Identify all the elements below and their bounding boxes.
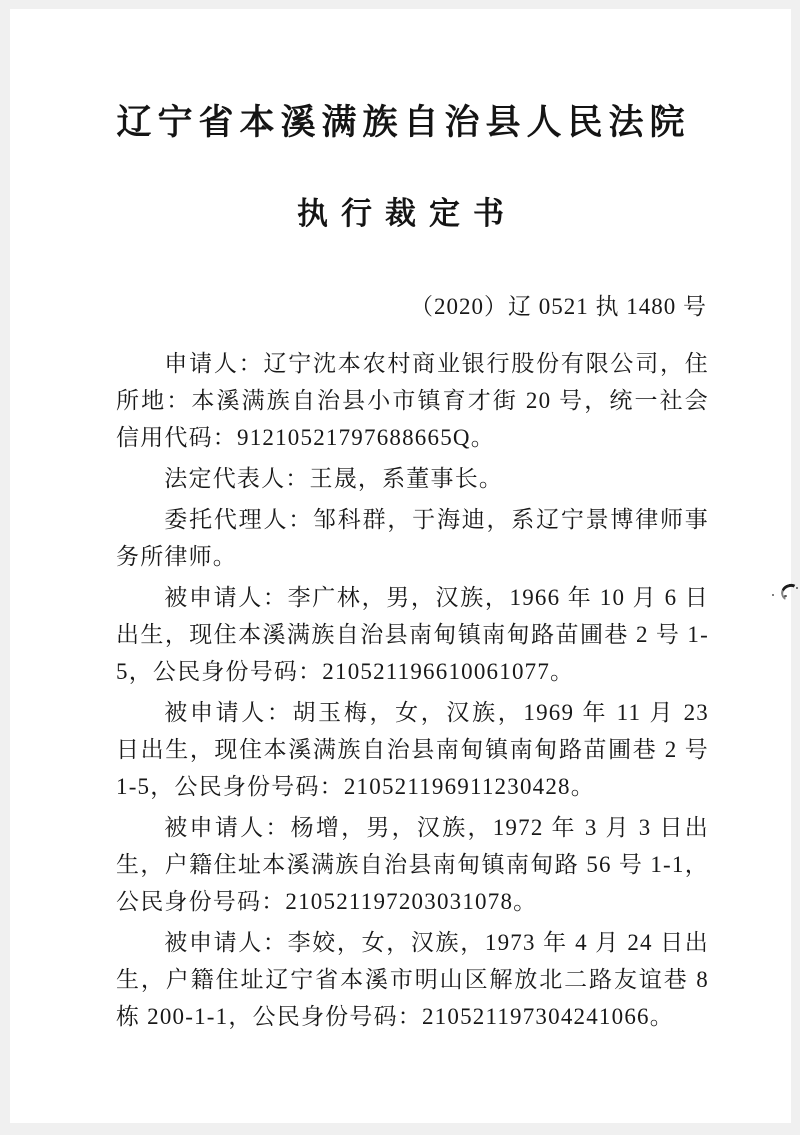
paragraph-attorneys: 委托代理人：邹科群，于海迪，系辽宁景博律师事务所律师。 bbox=[116, 507, 709, 569]
smudge-crescent-mark bbox=[779, 581, 800, 603]
paragraph-legal-representative: 法定代表人：王晟，系董事长。 bbox=[164, 466, 504, 491]
smudge-speck bbox=[784, 595, 787, 597]
court-name: 辽宁省本溪满族自治县人民法院 bbox=[116, 103, 691, 142]
paragraph-respondent-1: 被申请人：李广林，男，汉族，1966 年 10 月 6 日出生，现住本溪满族自治县南甸镇南甸路苗圃巷 2 号 1-5，公民身份号码：210521196610061077。 bbox=[116, 585, 709, 684]
ink-smudge-artifact bbox=[772, 579, 798, 605]
document-title: 执行裁定书 bbox=[297, 196, 517, 231]
paragraph-respondent-2: 被申请人：胡玉梅，女，汉族，1969 年 11 月 23 日出生，现住本溪满族自治县南甸镇南甸路苗圃巷 2 号 1-5，公民身份号码：210521196911230428。 bbox=[116, 700, 709, 799]
document-page bbox=[10, 9, 791, 1123]
paragraph-respondent-4: 被申请人：李姣，女，汉族，1973 年 4 月 24 日出生，户籍住址辽宁省本溪市明山区解放北二路友谊巷 8 栋 200-1-1，公民身份号码：210521197304241066。 bbox=[116, 930, 709, 1029]
smudge-speck bbox=[772, 594, 774, 596]
document-body bbox=[10, 345, 791, 1035]
smudge-speck bbox=[796, 587, 798, 589]
paragraph-applicant: 申请人：辽宁沈本农村商业银行股份有限公司，住所地：本溪满族自治县小市镇育才街 20 号，统一社会信用代码：91210521797688665Q。 bbox=[116, 351, 709, 450]
paragraph-respondent-3: 被申请人：杨增，男，汉族，1972 年 3 月 3 日出生，户籍住址本溪满族自治县南甸镇南甸路 56 号 1-1，公民身份号码：210521197203031078。 bbox=[116, 815, 709, 914]
case-number: （2020）辽 0521 执 1480 号 bbox=[410, 294, 707, 319]
